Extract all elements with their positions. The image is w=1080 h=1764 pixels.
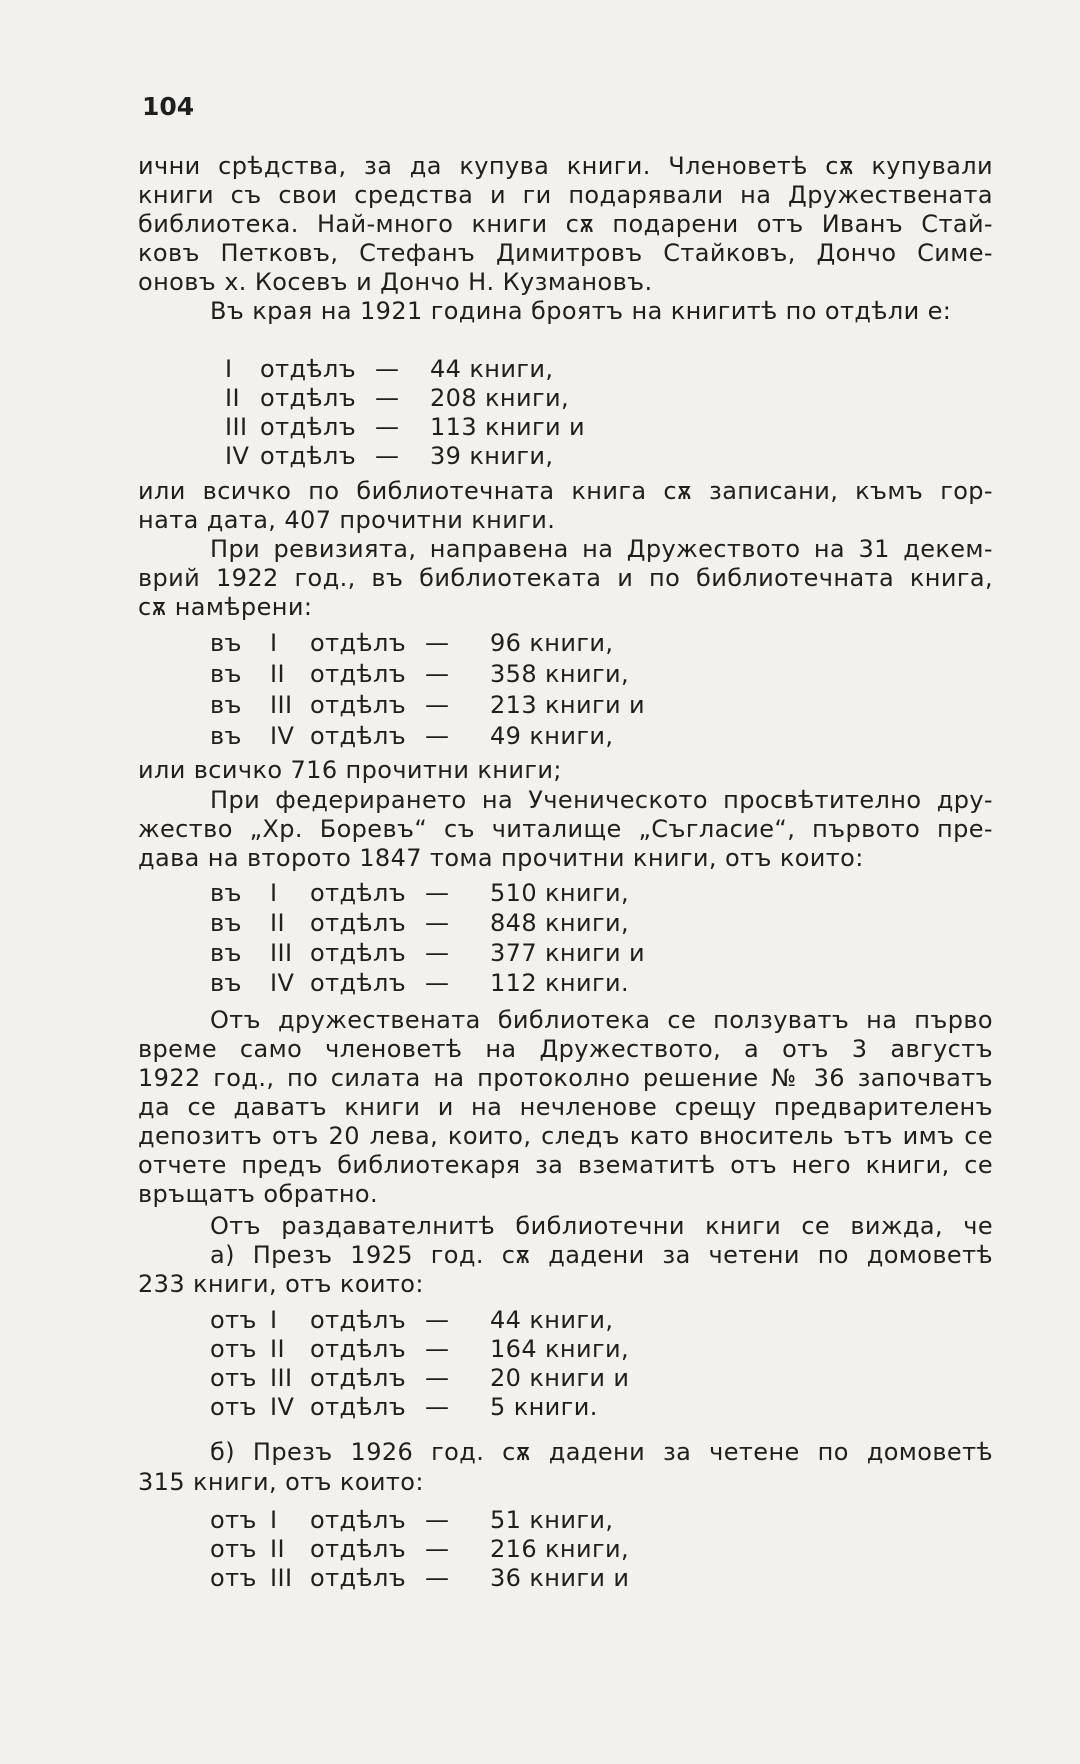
- text-line: отчете предъ библиотекаря за взематитѣ отъ него книги, се: [138, 1151, 993, 1179]
- list-item-count: 20 книги и: [490, 1364, 630, 1392]
- text-line: жество „Хр. Боревъ“ съ читалище „Съгласие“, първото пре-: [138, 815, 993, 843]
- list-item-word: отдѣлъ: [310, 969, 407, 997]
- list-item-count: 39 книги,: [430, 442, 554, 470]
- text-line: време само членоветѣ на Дружеството, а отъ 3 августъ: [138, 1035, 993, 1063]
- list-item-word: отдѣлъ: [260, 442, 357, 470]
- list-item-roman: II: [270, 909, 285, 937]
- list-item-roman: IV: [270, 969, 295, 997]
- text-line: 315 книги, отъ които:: [138, 1468, 424, 1496]
- list-item-word: отдѣлъ: [260, 413, 357, 441]
- list-item-count: 96 книги,: [490, 629, 614, 657]
- list-item-dash: —: [425, 1535, 450, 1563]
- text-line: дава на второто 1847 тома прочитни книги, отъ които:: [138, 844, 864, 872]
- list-item-word: отдѣлъ: [310, 1335, 407, 1363]
- list-item-dash: —: [425, 939, 450, 967]
- list-item-count: 164 книги,: [490, 1335, 630, 1363]
- list-item-word: отдѣлъ: [310, 1506, 407, 1534]
- paragraph-start: Отъ дружествената библиотека се ползуватъ на първо: [210, 1006, 993, 1034]
- list-item-prefix: отъ: [210, 1306, 257, 1334]
- list-item-roman: III: [225, 413, 248, 441]
- list-item-dash: —: [425, 1306, 450, 1334]
- paragraph-start: При федерирането на Ученическото просвѣтително дру-: [210, 786, 993, 814]
- list-item-roman: III: [270, 1364, 293, 1392]
- list-item-dash: —: [425, 722, 450, 750]
- text-line: ковъ Петковъ, Стефанъ Димитровъ Стайковъ, Дончо Симе-: [138, 239, 993, 267]
- list-item-roman: I: [270, 629, 278, 657]
- list-item-count: 208 книги,: [430, 384, 570, 412]
- list-item-roman: IV: [225, 442, 250, 470]
- list-item-count: 377 книги и: [490, 939, 646, 967]
- list-item-prefix: въ: [210, 879, 242, 907]
- list-item-count: 510 книги,: [490, 879, 630, 907]
- list-item-count: 113 книги и: [430, 413, 586, 441]
- list-item-dash: —: [425, 1506, 450, 1534]
- list-item-prefix: въ: [210, 969, 242, 997]
- list-item-dash: —: [425, 1393, 450, 1421]
- list-item-roman: III: [270, 939, 293, 967]
- list-item-count: 51 книги,: [490, 1506, 614, 1534]
- list-item-roman: II: [270, 660, 285, 688]
- text-line: 233 книги, отъ които:: [138, 1270, 424, 1298]
- list-item-dash: —: [425, 1564, 450, 1592]
- text-line: или всичко по библиотечната книга сѫ записани, къмъ гор-: [138, 477, 993, 505]
- list-item-roman: III: [270, 1564, 293, 1592]
- list-item-count: 216 книги,: [490, 1535, 630, 1563]
- list-item-roman: IV: [270, 722, 295, 750]
- list-item-dash: —: [375, 413, 400, 441]
- list-item-word: отдѣлъ: [310, 1364, 407, 1392]
- paragraph-start: а) Презъ 1925 год. сѫ дадени за четени по домоветѣ: [210, 1241, 993, 1269]
- text-line: ични срѣдства, за да купува книги. Членоветѣ сѫ купували: [138, 152, 993, 180]
- list-item-roman: I: [270, 1306, 278, 1334]
- list-item-roman: I: [270, 1506, 278, 1534]
- list-item-dash: —: [375, 355, 400, 383]
- list-item-prefix: отъ: [210, 1535, 257, 1563]
- list-item-count: 44 книги,: [490, 1306, 614, 1334]
- list-item-count: 213 книги и: [490, 691, 646, 719]
- list-item-word: отдѣлъ: [310, 1535, 407, 1563]
- text-line: оновъ х. Косевъ и Дончо Н. Кузмановъ.: [138, 268, 653, 296]
- list-item-dash: —: [425, 660, 450, 688]
- list-item-prefix: отъ: [210, 1393, 257, 1421]
- list-item-roman: IV: [270, 1393, 295, 1421]
- text-line: врий 1922 год., въ библиотеката и по библиотечната книга,: [138, 564, 993, 592]
- list-item-prefix: отъ: [210, 1506, 257, 1534]
- list-item-count: 36 книги и: [490, 1564, 630, 1592]
- list-item-roman: II: [225, 384, 240, 412]
- list-item-prefix: отъ: [210, 1364, 257, 1392]
- page-number: 104: [142, 92, 195, 121]
- list-item-dash: —: [425, 691, 450, 719]
- list-item-prefix: въ: [210, 722, 242, 750]
- list-item-word: отдѣлъ: [310, 1564, 407, 1592]
- paragraph-start: Отъ раздавателнитѣ библиотечни книги се вижда, че: [210, 1212, 993, 1240]
- text-line: библиотека. Най-много книги сѫ подарени отъ Иванъ Стай-: [138, 210, 993, 238]
- list-item-roman: II: [270, 1535, 285, 1563]
- text-line: или всичко 716 прочитни книги;: [138, 756, 562, 784]
- paragraph-start: Въ края на 1921 година броятъ на книгитѣ по отдѣли е:: [210, 297, 952, 325]
- list-item-word: отдѣлъ: [310, 879, 407, 907]
- list-item-word: отдѣлъ: [310, 722, 407, 750]
- list-item-count: 49 книги,: [490, 722, 614, 750]
- paragraph-start: При ревизията, направена на Дружеството на 31 декем-: [210, 535, 993, 563]
- list-item-count: 5 книги.: [490, 1393, 598, 1421]
- list-item-roman: I: [225, 355, 233, 383]
- list-item-dash: —: [425, 1335, 450, 1363]
- list-item-word: отдѣлъ: [310, 939, 407, 967]
- list-item-dash: —: [425, 909, 450, 937]
- list-item-word: отдѣлъ: [310, 660, 407, 688]
- list-item-prefix: отъ: [210, 1335, 257, 1363]
- list-item-roman: III: [270, 691, 293, 719]
- list-item-word: отдѣлъ: [310, 691, 407, 719]
- list-item-roman: II: [270, 1335, 285, 1363]
- list-item-dash: —: [425, 879, 450, 907]
- text-line: книги съ свои средства и ги подарявали на Дружествената: [138, 181, 993, 209]
- list-item-dash: —: [425, 969, 450, 997]
- list-item-prefix: въ: [210, 939, 242, 967]
- list-item-count: 848 книги,: [490, 909, 630, 937]
- list-item-dash: —: [375, 384, 400, 412]
- list-item-prefix: отъ: [210, 1564, 257, 1592]
- list-item-prefix: въ: [210, 909, 242, 937]
- list-item-prefix: въ: [210, 691, 242, 719]
- list-item-word: отдѣлъ: [310, 1393, 407, 1421]
- text-line: да се даватъ книги и на нечленове срещу предварителенъ: [138, 1093, 993, 1121]
- list-item-dash: —: [425, 629, 450, 657]
- list-item-word: отдѣлъ: [310, 909, 407, 937]
- list-item-count: 112 книги.: [490, 969, 630, 997]
- list-item-prefix: въ: [210, 660, 242, 688]
- list-item-count: 358 книги,: [490, 660, 630, 688]
- list-item-dash: —: [375, 442, 400, 470]
- text-line: депозитъ отъ 20 лева, които, следъ като вноситель ътъ имъ се: [138, 1122, 993, 1150]
- text-line: 1922 год., по силата на протоколно решение № 36 започватъ: [138, 1064, 993, 1092]
- list-item-word: отдѣлъ: [260, 384, 357, 412]
- list-item-count: 44 книги,: [430, 355, 554, 383]
- list-item-word: отдѣлъ: [310, 629, 407, 657]
- paragraph-start: б) Презъ 1926 год. сѫ дадени за четене по домоветѣ: [210, 1438, 993, 1466]
- list-item-prefix: въ: [210, 629, 242, 657]
- text-line: сѫ намѣрени:: [138, 593, 313, 621]
- text-line: връщатъ обратно.: [138, 1180, 379, 1208]
- text-line: ната дата, 407 прочитни книги.: [138, 506, 556, 534]
- list-item-word: отдѣлъ: [260, 355, 357, 383]
- list-item-dash: —: [425, 1364, 450, 1392]
- list-item-roman: I: [270, 879, 278, 907]
- list-item-word: отдѣлъ: [310, 1306, 407, 1334]
